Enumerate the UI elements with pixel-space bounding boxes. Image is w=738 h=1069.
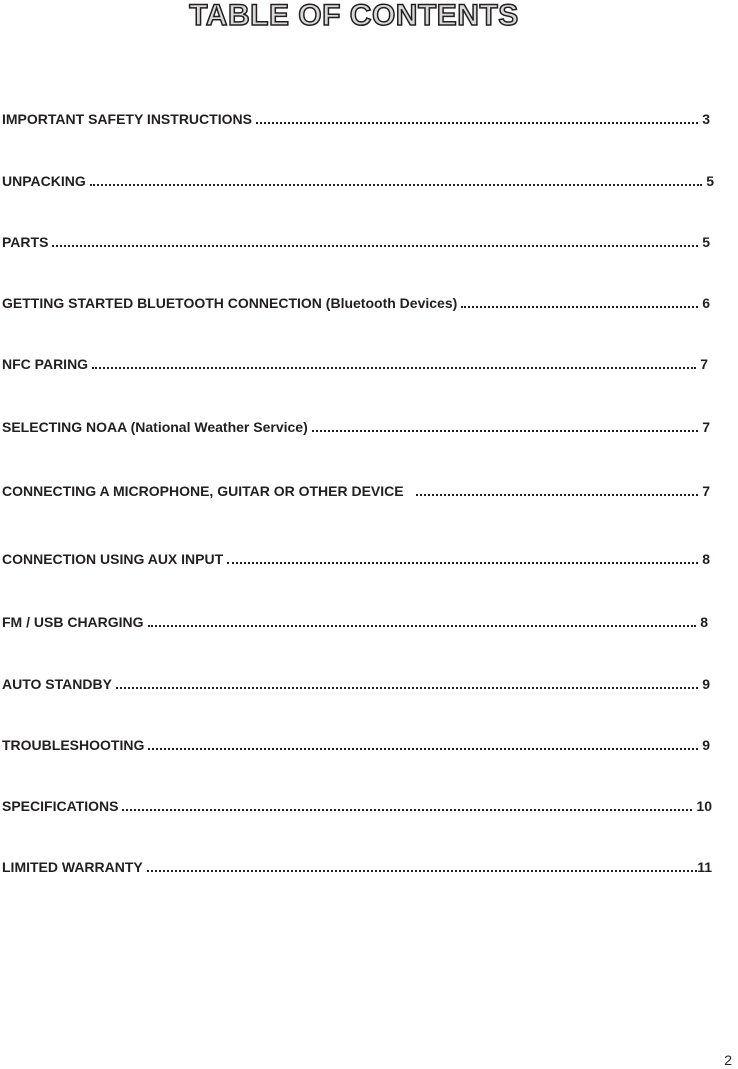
toc-page-number: 9 [702,676,710,692]
toc-page-number: 6 [702,295,710,311]
toc-page-number: 5 [706,173,714,189]
toc-entry-auto-standby[interactable] [2,675,710,693]
dot-leader [416,492,699,496]
page-number: 2 [724,1052,732,1068]
toc-page-number: 8 [700,614,708,630]
toc-page-number: 10 [696,798,712,814]
toc-entry-troubleshooting[interactable] [2,736,710,754]
toc-label: UNPACKING [2,173,86,189]
toc-entry-unpacking[interactable] [2,172,714,190]
toc-entry-bluetooth[interactable] [2,294,710,312]
toc-page-number: 7 [702,483,710,499]
dot-leader [461,304,698,308]
toc-label: CONNECTING A MICROPHONE, GUITAR OR OTHER DEVICE [2,483,404,499]
dot-leader [52,243,698,247]
dot-leader [122,807,692,811]
toc-label: TROUBLESHOOTING [2,737,145,753]
toc-label: NFC PARING [2,356,89,372]
toc-page-number: 7 [702,419,710,435]
toc-label: IMPORTANT SAFETY INSTRUCTIONS [2,111,252,127]
toc-page-number: 5 [702,234,710,250]
toc-entry-specifications[interactable] [2,797,712,815]
toc-entry-nfc[interactable] [2,355,708,373]
toc-entry-parts[interactable] [2,233,710,251]
toc-label: SPECIFICATIONS [2,798,119,814]
toc-entry-fm-usb[interactable] [2,613,708,631]
toc-entry-safety[interactable] [2,110,710,128]
dot-leader [90,182,702,186]
toc-label: FM / USB CHARGING [2,614,144,630]
dot-leader [256,120,698,124]
dot-leader [312,428,698,432]
toc-label: SELECTING NOAA (National Weather Service) [2,419,308,435]
toc-page-number: 7 [700,356,708,372]
toc-page-number: 11 [697,859,712,875]
dot-leader [148,746,698,750]
toc-page-number: 3 [702,111,710,127]
toc-label: LIMITED WARRANTY [2,859,143,875]
dot-leader [147,868,697,872]
page-title: TABLE OF CONTENTS [189,0,519,32]
toc-label: AUTO STANDBY [2,676,112,692]
dot-leader [92,365,696,369]
toc-entry-warranty[interactable] [2,858,712,876]
toc-entry-microphone[interactable] [2,482,710,500]
dot-leader [148,623,697,627]
toc-page-number: 9 [702,737,710,753]
toc-entry-noaa[interactable] [2,418,710,436]
toc-label: PARTS [2,234,49,250]
toc-label: CONNECTION USING AUX INPUT [2,551,224,567]
dot-leader [227,560,698,564]
toc-page-number: 8 [702,551,710,567]
dot-leader [116,685,698,689]
toc-entry-aux[interactable] [2,550,710,568]
toc-label: GETTING STARTED BLUETOOTH CONNECTION (Bluetooth Devices) [2,295,458,311]
